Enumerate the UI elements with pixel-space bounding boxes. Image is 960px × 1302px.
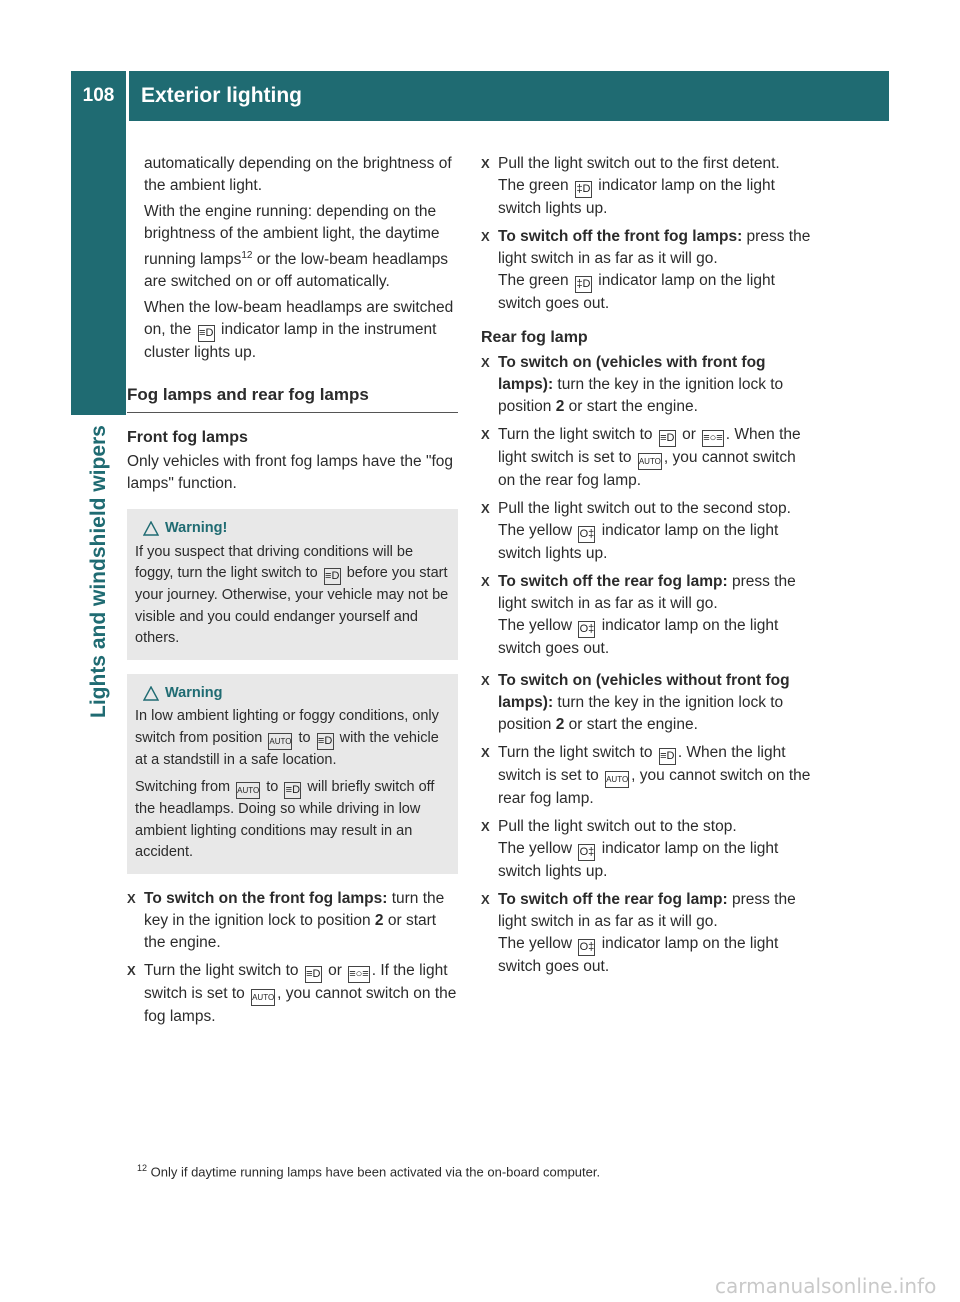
low-beam-icon: ≡D (198, 325, 215, 342)
page-number: 108 (82, 85, 115, 106)
side-tab-label: Lights and windshield wipers (87, 425, 110, 718)
rear-fog-icon: O‡ (578, 844, 595, 861)
front-fog-icon: ‡D (575, 181, 592, 198)
step-arrow-icon: X (481, 819, 490, 834)
intro-text: Only vehicles with front fog lamps have the "fog lamps" function. (127, 453, 453, 493)
step-arrow-icon: X (481, 892, 490, 907)
instruction-step: X Pull the light switch out to the stop. The yellow O‡ indicator lamp on the light switch lights up. (481, 818, 779, 880)
auto-icon: AUTO (638, 453, 662, 470)
warning-box-1 (127, 509, 458, 660)
side-tab-marker (71, 121, 126, 415)
section-heading: Fog lamps and rear fog lamps (127, 384, 458, 413)
parking-lamp-icon: ≡○≡ (702, 430, 723, 447)
step-arrow-icon: X (481, 501, 490, 516)
auto-icon: AUTO (605, 771, 629, 788)
instruction-step: X Pull the light switch out to the first detent. The green ‡D indicator lamp on the light switch lights up. (481, 155, 780, 217)
instruction-step: X To switch off the rear fog lamp: press the light switch in as far as it will go. The yellow O‡ indicator lamp on the light switch goes out. (481, 573, 796, 657)
warning-text: In low ambient lighting or foggy conditions, only switch from position AUTO to ≡D with the vehicle at a standstill in a safe location. (135, 708, 439, 768)
rear-fog-icon: O‡ (578, 526, 595, 543)
subheading-front-fog: Front fog lamps (127, 429, 248, 447)
instruction-step: X Turn the light switch to ≡D or ≡○≡ . If the light switch is set to AUTO , you cannot switch on the fog lamps. (127, 961, 457, 1025)
step-arrow-icon: X (481, 745, 490, 760)
rear-fog-icon: O‡ (578, 939, 595, 956)
step-arrow-icon: X (481, 574, 490, 589)
paragraph-engine-running: With the engine running: depending on the brightness of the ambient light, the daytime running lamps$^{12}$ or the low-beam headlamps are switched on or off automatically. (144, 203, 449, 291)
front-fog-icon: ‡D (575, 276, 592, 293)
warning-text: If you suspect that driving conditions will be foggy, turn the light switch to ≡D before you start your journey. Otherwise, your vehicle may not be visible and you could endanger yourself and others. (135, 543, 449, 647)
footnote-text: Only if daytime running lamps have been activated via the on-board computer. (147, 1164, 601, 1180)
low-beam-icon: ≡D (659, 430, 676, 447)
instruction-step: X Turn the light switch to ≡D . When the light switch is set to AUTO , you cannot switch on the rear fog lamp. (481, 744, 811, 807)
low-beam-icon: ≡D (324, 568, 341, 585)
page-title: Exterior lighting (141, 84, 303, 107)
rear-fog-icon: O‡ (578, 621, 595, 638)
instruction-step: X To switch off the rear fog lamp: press the light switch in as far as it will go. The yellow O‡ indicator lamp on the light switch goes out. (481, 891, 796, 975)
low-beam-icon: ≡D (317, 733, 334, 750)
warning-box-2 (127, 674, 458, 874)
left-column (127, 153, 458, 1034)
footnote-number: 12 (137, 1163, 148, 1173)
paragraph-ambient: automatically depending on the brightness of the ambient light. (144, 155, 452, 194)
footnote-ref: 12 (241, 250, 253, 261)
auto-icon: AUTO (236, 782, 260, 799)
instruction-step: X To switch on (vehicles without front fog lamps): turn the key in the ignition lock to position 2 or start the engine. (481, 672, 790, 733)
header-divider (126, 71, 129, 121)
instruction-step: X Turn the light switch to ≡D or ≡○≡ . When the light switch is set to AUTO , you cannot switch on the rear fog lamp. (481, 426, 801, 489)
parking-lamp-icon: ≡○≡ (348, 966, 369, 983)
low-beam-icon: ≡D (284, 782, 301, 799)
instruction-step: X Pull the light switch out to the second stop. The yellow O‡ indicator lamp on the light switch lights up. (481, 500, 791, 562)
step-arrow-icon: X (127, 962, 136, 978)
warning-title: Warning! (165, 520, 228, 537)
right-column (481, 153, 812, 984)
paragraph-low-beam: When the low-beam headlamps are switched on, the ≡D indicator lamp in the instrument cluster lights up. (144, 299, 454, 362)
step-arrow-icon: X (481, 355, 490, 370)
instruction-step: X To switch on (vehicles with front fog lamps): turn the key in the ignition lock to position 2 or start the engine. (481, 354, 784, 415)
step-arrow-icon: X (481, 229, 490, 244)
watermark: carmanualsonline.info (715, 1274, 937, 1298)
step-arrow-icon: X (481, 427, 490, 442)
low-beam-icon: ≡D (659, 748, 676, 765)
step-arrow-icon: X (481, 156, 490, 171)
auto-icon: AUTO (251, 989, 275, 1006)
instruction-step: X To switch on the front fog lamps: turn the key in the ignition lock to position 2 or start the engine. (127, 889, 445, 951)
step-arrow-icon: X (481, 673, 490, 688)
instruction-step: X To switch off the front fog lamps: press the light switch in as far as it will go. The green ‡D indicator lamp on the light switch goes out. (481, 228, 811, 312)
warning-triangle-icon (143, 686, 159, 701)
warning-title: Warning (165, 684, 223, 701)
low-beam-icon: ≡D (305, 966, 322, 983)
step-arrow-icon: X (127, 890, 136, 906)
subheading-rear-fog: Rear fog lamp (481, 329, 588, 346)
warning-text: Switching from AUTO to ≡D will briefly switch off the headlamps. Doing so while driving in low ambient lighting conditions may result in an accident. (135, 779, 435, 861)
auto-icon: AUTO (268, 733, 292, 750)
footnote (137, 1163, 600, 1179)
warning-triangle-icon (143, 521, 159, 536)
